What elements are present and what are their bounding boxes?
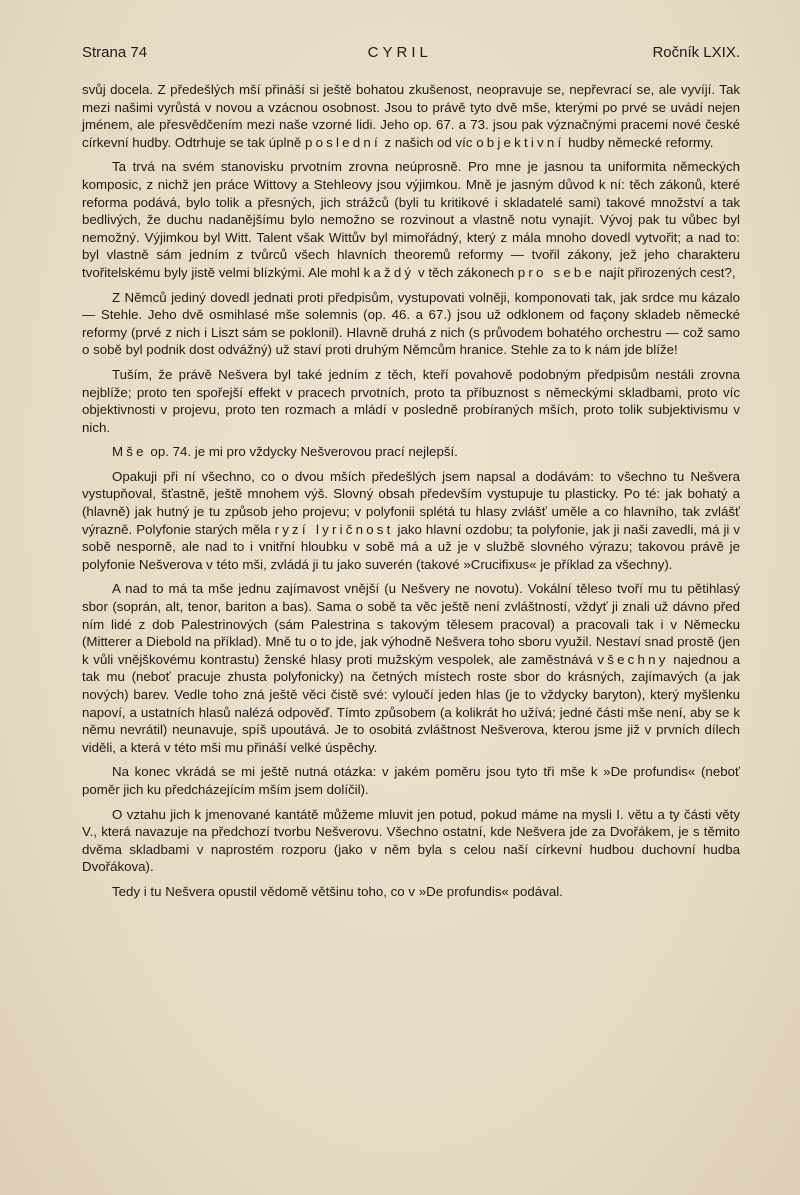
text-run: Opakuji při ní všechno, co o dvou mších předešlých jsem napsal a dodávám: to všechno tu Nešvera vystupňoval, šťastně, ještě mnohem výš. Slovný obsah především vystupuje tu plasticky. Po té: jak bohatý a (hlavně) jak hutný je tu způsob jeho projevu; v polyfonii splétá tu hlasy zvlášť uměle a co hlavního, tak zvlášť výrazně. Polyfonie starých měla [82,468,740,537]
text-run: svůj docela. Z předešlých mší přináší si ještě bohatou zkušenost, neopravuje se, nepřevrací se, ale vyvíjí. Tak mezi našimi vyrůstá v novou a vzácnou osobnost. Jsou to právě tyto dvě mše, kterými po prvé se uvádí nejen jménem, ale přesvědčením mezi naše vzorné lidi. Jeho op. 67. a 73. jsou pak význačnými pracemi nové české církevní hudby. Odtrhuje se tak úplně [82,82,740,150]
text-run: A nad to má ta mše jednu zajímavost vnější (u Nešvery ne novotu). Vokální těleso tvoří mu tu pětihlasý sbor (soprán, alt, tenor, bariton a bas). Sama o sobě ta věc ještě není zvláštností, vždyť ji znali už dávno před ním lidé z dob Palestrinových (sám Palestrina s takovým tělesem pracoval) a pracovali tak i v Německu (Mitterer a Diebold na příklad). Mně tu o to jde, jak výhodně Nešvera toho sboru využil. Nestaví snad prostě (jen k vůli vnějškovému kontrastu) ženské hlasy proti mužským vespolek, ale zaměstnává [82,581,740,667]
emphasis-spaced: poslední [304,134,381,150]
journal-title: CYRIL [367,44,432,61]
emphasis-spaced: Mše [112,444,147,460]
emphasis-spaced: ryzí lyričnost [274,521,394,537]
text-run: Tuším, že právě Nešvera byl také jedním z těch, kteří povahově podobným předpisům nestáli zrovna nejblíže; proto ten spořejší effekt v pracech prvotních, proto ta příbuznost s německými skladbami, proto víc objektivnosti v projevu, proto ten rozmach a mládí v posledně probíraných mších, proto tolik subjektivismu v nich. [82,366,740,435]
emphasis-spaced: každý [363,264,415,280]
paragraph [82,81,740,151]
paragraph [82,443,740,461]
text-run: O vztahu jich k jmenované kantátě můžeme mluvit jen potud, pokud máme na mysli I. větu a ty části věty V., která navazuje na předchozí tvorbu Nešverovu. Všechno ostatní, kde Nešvera jde za Dvořákem, je s těmito dvěma skladbami v naprostém rozporu (jako v něm byla s celou naší církevní hudbou duchovní hudba Dvořákova). [82,806,740,875]
text-run: Z Němců jediný dovedl jednati proti předpisům, vystupovati volněji, komponovati tak, jak srdce mu kázalo — Stehle. Jeho dvě osmihlasé mše solemnis (op. 46. a 67.) jsou už odklonem od façony skladeb německé reformy (prvé z nich i Liszt sám se poklonil). Hlavně druhá z nich (s průvodem bohatého orchestru — což samo o sobě byl podnik dost odvážný) už staví proti druhým Němcům hranice. Stehle za to k nám jde blíže! [82,289,740,358]
paragraph [82,763,740,798]
emphasis-spaced: všechny [597,651,669,667]
text-run: hudby německé reformy. [564,134,714,150]
paragraph [82,806,740,876]
page-number: Strana 74 [82,44,148,61]
paragraph [82,158,740,281]
text-run: najít přirozených cest?, [595,264,736,280]
paragraph [82,289,740,359]
text-run: Ta trvá na svém stanovisku prvotním zrovna neúprosně. Pro mne je jasnou ta uniformita německých komposic, z nichž jen práce Wittovy a Stehleovy jsou výjimkou. Mně je jasným důvod k ní: těch zákonů, které reforma podává, bylo tolik a přesných, jich strážců (byli tu kritikové i skladatelé sami) takové množství a tak bedlivých, že duchu nadanějšímu bylo nemožno se rozvinout a vlastně notu vynajít. Vývoj pak tu vůbec byl nemožný. Výjimkou byl Witt. Talent však Wittův byl mimořádný, který z mála mnoho dovedl vytvořit; a nad to: byl vlastně sám jedním z tvůrců všech hlavních theoremů reformy — tvořil zákony, jež jeho charakteru tvořitelskému byly jistě velmi blízkými. Ale mohl [82,159,740,280]
emphasis-spaced: objektivní [476,134,565,150]
paragraph [82,883,740,901]
text-run: najednou a tak mu (neboť pracuje zhusta polyfonicky) na četných místech roste sbor do krásných, zajímavých (a jak nových) barev. Vedle toho zná ještě věci čistě své: vyloučí jeden hlas (je to vždycky baryton), který myšlenku napoví, a ustatních hlasů nalézá odpověď. Tímto způsobem (a kolikrát ho užívá; jedné části mše není, aby se k němu nevrátil) neunavuje, spíš upoutává. Je to osobitá zvláštnost Nešverova, kterou jsme již v prvních dílech viděli, a která v této mši mu přináší velké úspěchy. [82,651,740,755]
text-run: Na konec vkrádá se mi ještě nutná otázka: v jakém poměru jsou tyto tři mše k »De profundis« (neboť poměr jich ku předcházejícím mším jsem dolíčil). [82,764,740,797]
volume-label: Ročník LXIX. [652,44,740,61]
text-run: v těch zákonech [414,264,518,280]
text-run: jako hlavní ozdobu; ta polyfonie, jak ji naši zavedli, má ji v sobě nesporně, ale nad to i vnitřní hloubku v sobě má a už je v službě slovného výrazu; takovou právě je polyfonie Nešverova v této mši, zvládá ji tu jako suverén (takové »Crucifixus« je příklad za všechny). [82,521,740,572]
paragraph [82,580,740,756]
emphasis-spaced: pro sebe [517,264,596,280]
text-run: op. 74. je mi pro vždycky Nešverovou prací nejlepší. [146,444,458,460]
text-run: z našich od víc [380,134,477,150]
paragraph [82,468,740,574]
article-body [82,81,740,901]
text-run: Tedy i tu Nešvera opustil vědomě většinu toho, co v »De profundis« podával. [112,883,563,899]
running-head [82,44,740,61]
paragraph [82,366,740,436]
